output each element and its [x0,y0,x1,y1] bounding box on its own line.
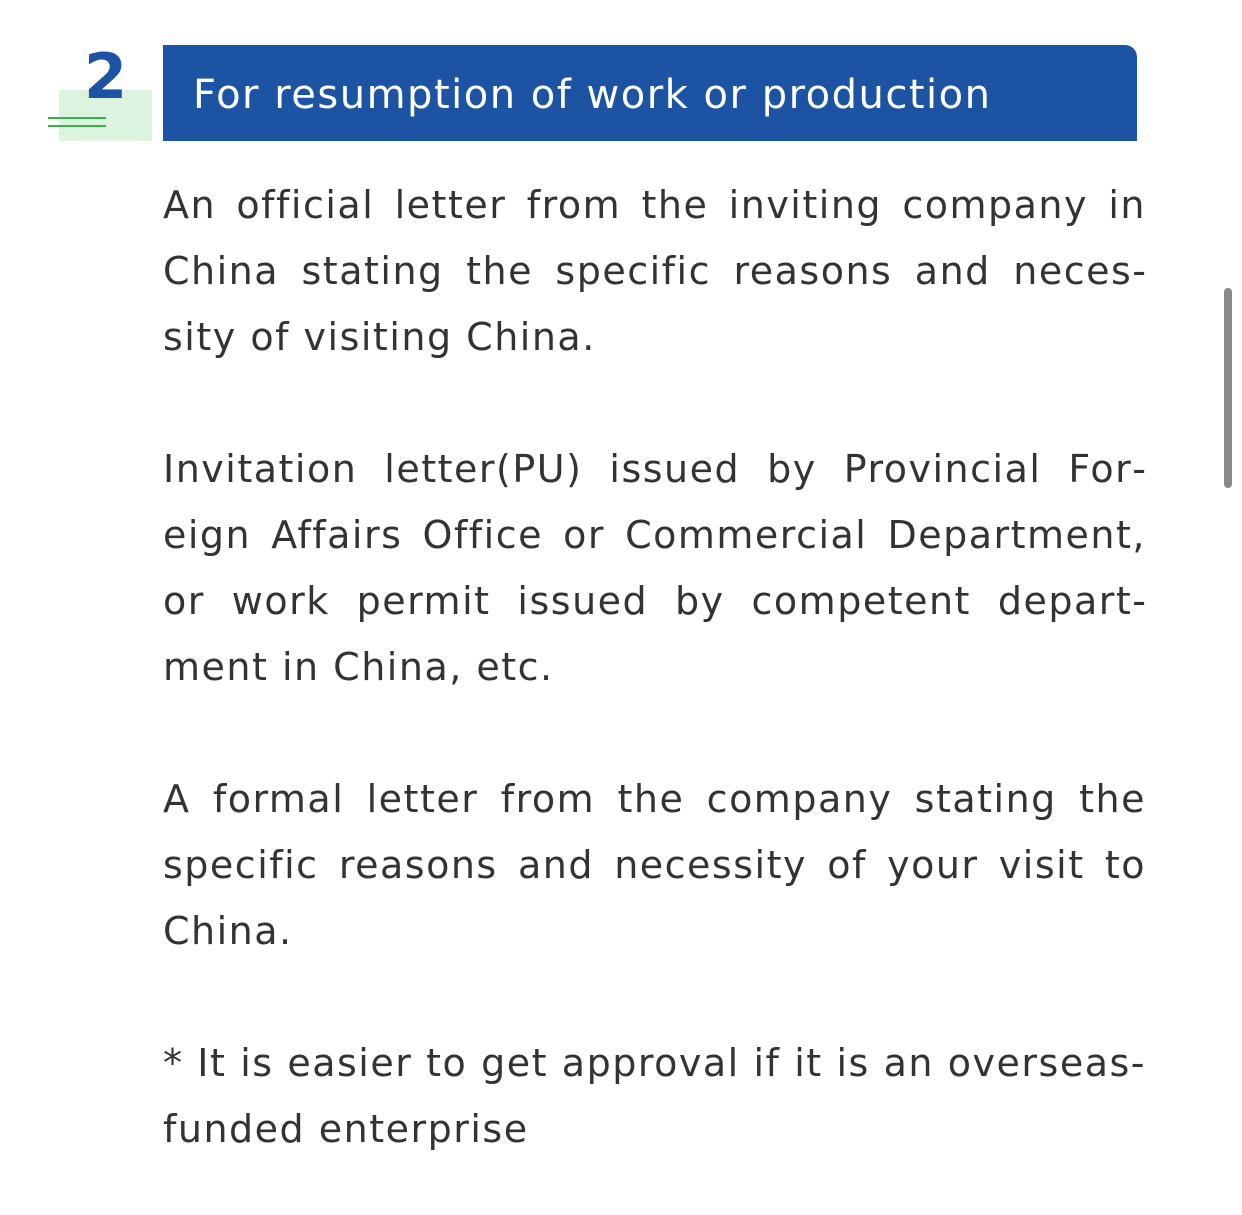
badge-underline-bottom [48,125,106,127]
paragraph-invitation-letter: Invitation letter(PU) issued by Provincial Foreign Affairs Office or Commercial Department, or work permit issued by competent department in China, etc. [163,447,1146,689]
section-number: 2 [84,40,128,113]
paragraph-formal-letter: A formal letter from the company stating the specific reasons and necessity of your visit to China. [163,777,1146,953]
paragraph-official-letter: An official letter from the inviting company in China stating the specific reasons and necessity of visiting China. [163,183,1146,359]
section-header [163,45,1137,141]
scrollbar-thumb[interactable] [1224,288,1232,488]
badge-underline-top [48,117,106,119]
section-title: For resumption of work or production [193,72,992,118]
paragraph-note: * It is easier to get approval if it is an overseas-funded enterprise [163,1041,1146,1151]
section-number-badge [46,40,154,142]
section-content [163,172,1146,1215]
